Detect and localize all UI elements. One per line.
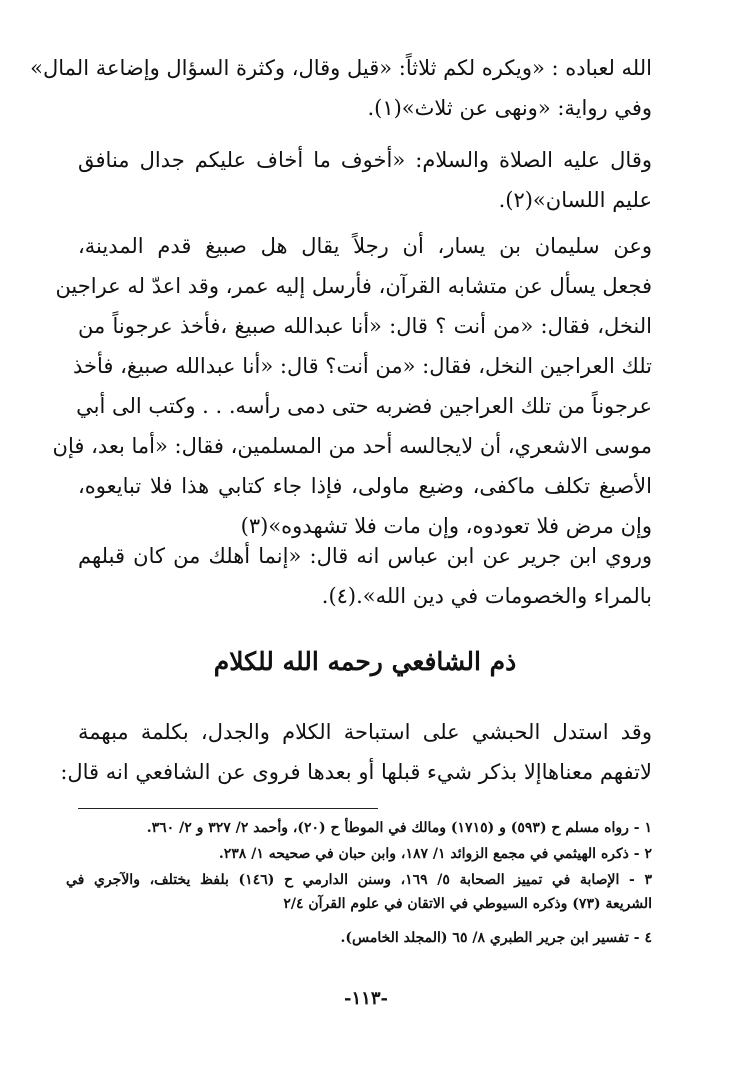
footnote-line: ٤ - تفسير ابن جرير الطبري ٨/ ٦٥ (المجلد الخامس). — [340, 930, 652, 946]
footnote-4 — [66, 926, 652, 950]
footnote-line: ٢ - ذكره الهيثمي في مجمع الزوائد ١/ ١٨٧، وابن حبان في صحيحه ١/ ٢٣٨. — [218, 846, 652, 862]
text-line: تلك العراجين النخل، فقال: «من أنت؟ قال: «أنا عبدالله صبيغ، فأخذ — [73, 354, 652, 378]
text-line: بالمراء والخصومات في دين الله».(٤). — [321, 584, 652, 608]
paragraph-habashi — [60, 712, 652, 792]
text-line: الأصبغ تكلف ماكفى، وضيع ماولى، فإذا جاء كتابي هذا فلا تبايعوه، — [78, 474, 652, 498]
text-line: لاتفهم معناهاإلا بذكر شيء قبلها أو بعدها فروى عن الشافعي انه قال: — [60, 760, 652, 784]
footnote-line: ٣ - الإصابة في تمييز الصحابة ٥/ ١٦٩، وسنن الدارمي ح (١٤٦) بلفظ يختلف، والآجري في — [66, 872, 652, 888]
paragraph-hypocrite — [78, 140, 652, 220]
section-heading: ذم الشافعي رحمه الله للكلام — [213, 647, 517, 676]
text-line: وقد استدل الحبشي على استباحة الكلام والجدل، بكلمة مبهمة — [78, 720, 652, 744]
text-line: وعن سليمان بن يسار، أن رجلاً يقال هل صبيغ قدم المدينة، — [78, 234, 652, 258]
footnote-3 — [66, 868, 652, 916]
text-line: وقال عليه الصلاة والسلام: «أخوف ما أخاف عليكم جدال منافق — [78, 148, 652, 172]
text-line: الله لعباده : «ويكره لكم ثلاثاً: «قيل وقال، وكثرة السؤال وإضاعة المال» — [30, 56, 652, 80]
text-line: وروي ابن جرير عن ابن عباس انه قال: «إنما أهلك من كان قبلهم — [78, 544, 652, 568]
paragraph-sabigh-story — [52, 226, 652, 546]
footnote-line: الشريعة (٧٣) وذكره السيوطي في الاتقان في علوم القرآن ٢/٤ — [283, 896, 652, 912]
footnote-1 — [66, 816, 652, 840]
text-line: عليم اللسان»(٢). — [498, 188, 652, 212]
text-line: النخل، فقال: «من أنت ؟ قال: «أنا عبدالله صبيغ ،فأخذ عرجوناً من — [78, 314, 652, 338]
paragraph-hadith-three — [30, 48, 652, 128]
text-line: عرجوناً من تلك العراجين فضربه حتى دمى رأسه. . . وكتب الى أبي — [76, 394, 652, 418]
text-line: موسى الاشعري، أن لايجالسه أحد من المسلمين، فقال: «أما بعد، فإن — [52, 434, 652, 458]
text-line: فجعل يسأل عن متشابه القرآن، فأرسل إليه عمر، وقد اعدّ له عراجين — [55, 274, 652, 298]
footnote-separator — [78, 808, 378, 809]
text-line: وفي رواية: «ونهى عن ثلاث»(١). — [367, 96, 652, 120]
paragraph-ibn-abbas — [78, 536, 652, 616]
footnote-line: ١ - رواه مسلم ح (٥٩٣) و (١٧١٥) ومالك في الموطأ ح (٢٠)، وأحمد ٢/ ٣٢٧ و ٢/ ٣٦٠. — [146, 820, 652, 836]
text-line: وإن مرض فلا تعودوه، وإن مات فلا تشهدوه»(٣) — [240, 514, 652, 538]
footnote-2 — [66, 842, 652, 866]
page-number: -١١٣- — [344, 988, 388, 1009]
